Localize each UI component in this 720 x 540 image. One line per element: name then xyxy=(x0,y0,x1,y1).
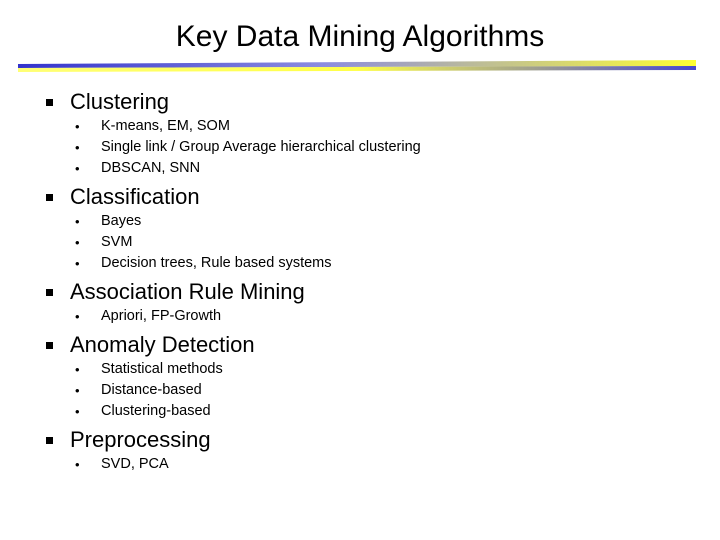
sub-bullet-list xyxy=(46,211,686,274)
list-item xyxy=(46,359,686,380)
sub-bullet-list xyxy=(46,454,686,475)
list-item-label: Distance-based xyxy=(101,382,202,398)
section-label: Clustering xyxy=(70,89,170,114)
list-item xyxy=(46,401,686,422)
list-item xyxy=(46,211,686,232)
list-item xyxy=(46,158,686,179)
sub-bullet-list xyxy=(46,306,686,327)
section-label: Preprocessing xyxy=(70,427,211,452)
list-item xyxy=(46,454,686,475)
list-item-label: Clustering-based xyxy=(101,403,211,419)
list-item xyxy=(46,253,686,274)
list-item xyxy=(46,116,686,137)
dot-bullet-icon: • xyxy=(75,309,80,324)
list-item-label: DBSCAN, SNN xyxy=(101,160,201,176)
section-clustering xyxy=(46,88,686,179)
list-item-label: SVD, PCA xyxy=(101,456,169,472)
square-bullet-icon xyxy=(46,289,53,296)
square-bullet-icon xyxy=(46,99,53,106)
title-divider-rule xyxy=(18,60,696,72)
section-anomaly-detection xyxy=(46,331,686,422)
dot-bullet-icon: • xyxy=(75,161,80,176)
list-item-label: K-means, EM, SOM xyxy=(101,118,230,134)
dot-bullet-icon: • xyxy=(75,457,80,472)
section-association-rule-mining xyxy=(46,278,686,327)
dot-bullet-icon: • xyxy=(75,235,80,250)
bullet-content xyxy=(46,88,686,479)
section-label: Classification xyxy=(70,184,200,209)
dot-bullet-icon: • xyxy=(75,404,80,419)
list-item xyxy=(46,137,686,158)
slide-title: Key Data Mining Algorithms xyxy=(175,20,545,53)
list-item-label: Apriori, FP-Growth xyxy=(101,308,222,324)
sub-bullet-list xyxy=(46,359,686,422)
dot-bullet-icon: • xyxy=(75,383,80,398)
list-item-label: Decision trees, Rule based systems xyxy=(101,255,332,271)
dot-bullet-icon: • xyxy=(75,214,80,229)
list-item xyxy=(46,232,686,253)
dot-bullet-icon: • xyxy=(75,256,80,271)
dot-bullet-icon: • xyxy=(75,362,80,377)
section-classification xyxy=(46,183,686,274)
square-bullet-icon xyxy=(46,342,53,349)
section-label: Anomaly Detection xyxy=(70,332,255,357)
dot-bullet-icon: • xyxy=(75,140,80,155)
list-item-label: SVM xyxy=(101,234,133,250)
square-bullet-icon xyxy=(46,194,53,201)
square-bullet-icon xyxy=(46,437,53,444)
list-item xyxy=(46,380,686,401)
list-item xyxy=(46,306,686,327)
sub-bullet-list xyxy=(46,116,686,179)
list-item-label: Single link / Group Average hierarchical clustering xyxy=(101,139,421,155)
dot-bullet-icon: • xyxy=(75,119,80,134)
list-item-label: Statistical methods xyxy=(101,361,223,377)
list-item-label: Bayes xyxy=(101,213,142,229)
section-label: Association Rule Mining xyxy=(70,279,305,304)
section-preprocessing xyxy=(46,426,686,475)
